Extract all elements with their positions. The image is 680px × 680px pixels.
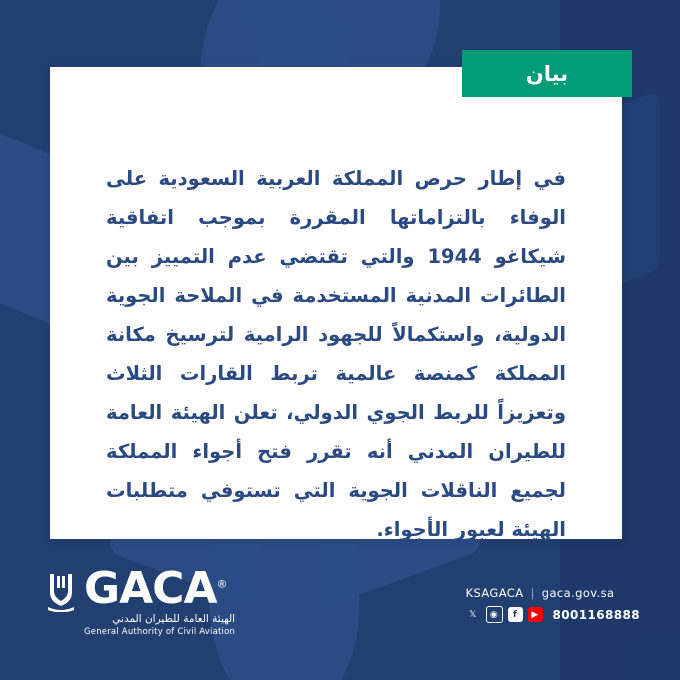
social-icons: [466, 606, 543, 623]
phone-number: 8001168888: [552, 607, 640, 622]
logo-text-block: [84, 563, 236, 637]
statement-body-text: في إطار حرص المملكة العربية السعودية على الوفاء بالتزاماتها المقررة بموجب اتفاقية شيكاغو 1944 والتي تقتضي عدم التمييز بين الطائرات المدنية المستخدمة في الملاحة الجوية الدولية، واستكمالاً للجهود الرامية لترسيخ مكانة المملكة كمنصة عالمية تربط القارات الثلاث وتعزيزاً للربط الجوي الدولي، تعلن الهيئة العامة للطيران المدني أنه تقرر فتح أجواء المملكة لجميع الناقلات الجوية التي تستوفي متطلبات الهيئة لعبور الأجواء.: [106, 167, 566, 541]
footer-contact-row-social: [466, 606, 641, 623]
website-url[interactable]: gaca.gov.sa: [541, 586, 615, 600]
logo-registered-mark: ®: [216, 577, 227, 591]
footer: [0, 550, 680, 680]
logo-arabic-name: الهيئة العامة للطيران المدني: [112, 612, 236, 625]
social-handle: KSAGACA: [465, 586, 524, 600]
statement-card: [50, 67, 622, 539]
twitter-icon[interactable]: 𝕏: [469, 609, 477, 620]
facebook-icon[interactable]: f: [508, 607, 523, 622]
youtube-icon[interactable]: ▶: [528, 607, 543, 622]
footer-contact: [466, 586, 641, 623]
contact-separator: |: [530, 586, 535, 600]
instagram-icon[interactable]: ◉: [486, 606, 503, 623]
logo-english-name: General Authority of Civil Aviation: [84, 626, 236, 637]
footer-contact-row-handles: [466, 586, 641, 600]
gaca-logo: [44, 563, 236, 637]
statement-badge: [462, 50, 632, 97]
logo-wordmark-text: GACA: [84, 563, 217, 614]
saudi-emblem-icon: [44, 570, 78, 612]
statement-badge-label: بيان: [525, 61, 569, 86]
logo-wordmark: [84, 563, 235, 614]
